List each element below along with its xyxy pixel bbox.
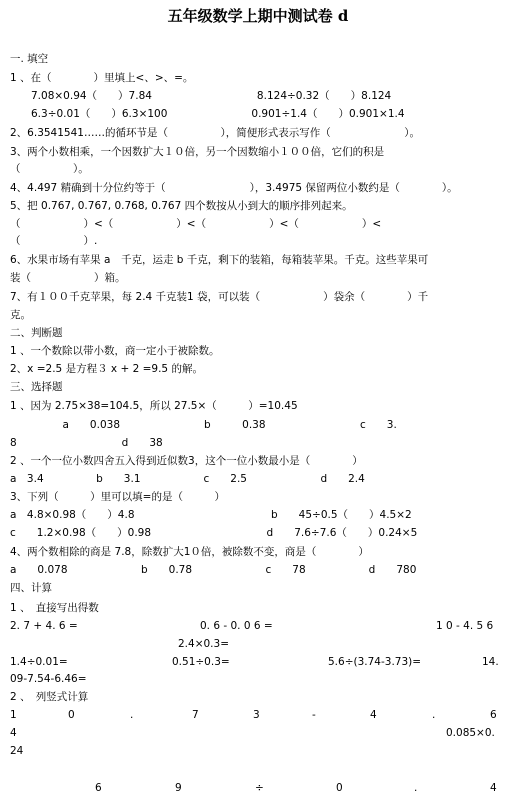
calc-item: 2. 7 + 4. 6 = <box>10 620 78 632</box>
line-c3: 3、下列（ ）里可以填=的是（ ） <box>10 491 225 503</box>
vert-char: 4 <box>370 709 377 721</box>
line-s2: 二、判断题 <box>10 327 63 339</box>
line-q5c: （ ）. <box>10 235 98 247</box>
line-s3: 三、选择题 <box>10 381 63 393</box>
page-title: 五年级数学上期中测试卷 d <box>167 7 349 25</box>
line-q1b: 6.3÷0.01（ ）6.3×100 0.901÷1.4（ ）0.901×1.4 <box>10 108 405 120</box>
calc-item: 0. 6 - 0. 0 6 = <box>200 620 273 632</box>
vert-char: 0 <box>336 782 343 794</box>
line-q7: 7、有１００千克苹果，每 2.4 千克装1 袋，可以装（ ）袋余（ ）千 <box>10 291 429 303</box>
vert-char: 0.085×0. <box>446 727 495 739</box>
calc-item: 1 0 - 4. 5 6 <box>436 620 494 632</box>
vert-char: 24 <box>10 745 24 757</box>
calc-item: 14. <box>482 656 499 668</box>
line-q5: 5、把 0.767, 0.767, 0.768, 0.767 四个数按从小到大的顺序排列起来。 <box>10 200 353 212</box>
line-s1: 一. 填空 <box>10 53 49 65</box>
vert-char: 6 <box>490 709 497 721</box>
line-q2: 2、6.3541541……的循环节是（ ），简便形式表示写作（ ）。 <box>10 127 420 139</box>
calc-item: 0.51÷0.3= <box>172 656 230 668</box>
line-q4: 4、4.497 精确到十分位约等于（ ），3.4975 保留两位小数约是（ ）。 <box>10 182 458 194</box>
line-c4: 4、两个数相除的商是 7.8，除数扩大1０倍，被除数不变，商是（ ） <box>10 546 369 558</box>
line-c3a: a 4.8×0.98（ ）4.8 b 45÷0.5（ ）4.5×2 <box>10 509 412 521</box>
line-q1a: 7.08×0.94（ ）7.84 8.124÷0.32（ ）8.124 <box>10 90 392 102</box>
line-c4o: a 0.078 b 0.78 c 78 d 780 <box>10 564 417 576</box>
vert-char: . <box>432 709 436 721</box>
line-q6b: 装（ ）箱。 <box>10 272 126 284</box>
vert-char: ÷ <box>255 782 264 794</box>
vert-char: 6 <box>95 782 102 794</box>
section-label: 2 、 列竖式计算 <box>10 691 89 703</box>
vert-char: 1 <box>10 709 17 721</box>
vert-char: 3 <box>253 709 260 721</box>
line-c1o: a 0.038 b 0.38 c 3. <box>10 419 397 431</box>
line-q7b: 克。 <box>10 309 31 321</box>
vert-char: 4 <box>10 727 17 739</box>
calc-item: 5.6÷(3.74-3.73)= <box>328 656 422 668</box>
line-q3: 3、两个小数相乘，一个因数扩大１０倍，另一个因数缩小１００倍，它们的积是 <box>10 146 385 158</box>
vert-char: - <box>312 709 316 721</box>
line-c3b: c 1.2×0.98（ ）0.98 d 7.6÷7.6（ ）0.24×5 <box>10 527 418 539</box>
line-q6: 6、水果市场有苹果 a 千克，运走 b 千克，剩下的装箱，每箱装苹果。千克。这些苹果可 <box>10 254 429 266</box>
line-c2o: a 3.4 b 3.1 c 2.5 d 2.4 <box>10 473 365 485</box>
calc-item: 2.4×0.3= <box>178 638 229 650</box>
vert-char: 4 <box>490 782 497 794</box>
vert-char: . <box>130 709 134 721</box>
line-c2: 2 、一个一位小数四舍五入得到近似数3，这个一位小数最小是（ ） <box>10 455 363 467</box>
line-s4: 四、计算 <box>10 582 52 594</box>
vert-char: 7 <box>192 709 199 721</box>
line-k1: 1 、 直接写出得数 <box>10 602 99 614</box>
vert-char: . <box>414 782 418 794</box>
vert-char: 0 <box>68 709 75 721</box>
calc-item: 09-7.54-6.46= <box>10 673 87 685</box>
line-q5b: （ ）<（ ）<（ ）<（ ）< <box>10 218 382 230</box>
line-q1: 1 、在（ ）里填上<、>、=。 <box>10 72 194 84</box>
line-p1: 1 、一个数除以带小数，商一定小于被除数。 <box>10 345 220 357</box>
line-q3b: （ ）。 <box>10 163 89 175</box>
line-c1o2: 8 d 38 <box>10 437 163 449</box>
vert-char: 9 <box>175 782 182 794</box>
line-p2: 2、x =2.5 是方程３ x + 2 =9.5 的解。 <box>10 363 203 375</box>
calc-item: 1.4÷0.01= <box>10 656 68 668</box>
line-c1: 1 、因为 2.75×38=104.5，所以 27.5×（ ）=10.45 <box>10 400 298 412</box>
